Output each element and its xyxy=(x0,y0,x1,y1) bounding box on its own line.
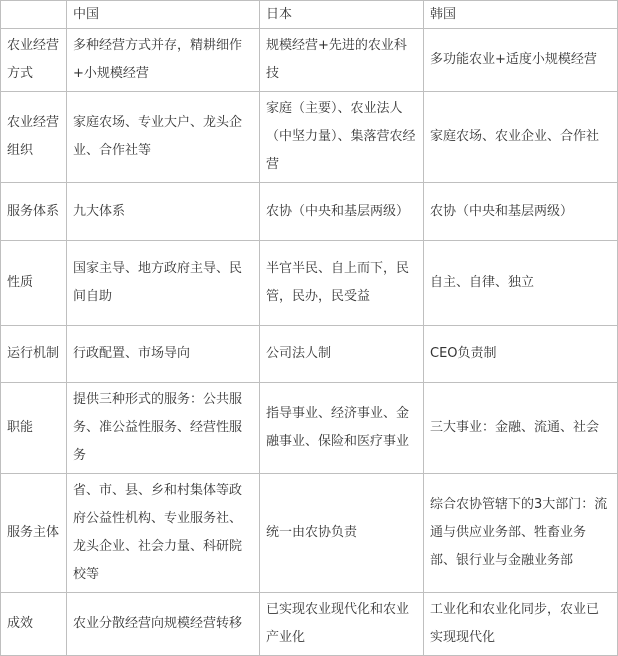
row-label: 农业经营方式 xyxy=(1,29,67,92)
cell-korea: CEO负责制 xyxy=(424,326,618,383)
cell-china: 行政配置、市场导向 xyxy=(67,326,260,383)
table-row xyxy=(1,92,618,183)
table-row xyxy=(1,593,618,656)
cell-japan: 已实现农业现代化和农业产业化 xyxy=(260,593,424,656)
row-label: 农业经营组织 xyxy=(1,92,67,183)
cell-china: 省、市、县、乡和村集体等政府公益性机构、专业服务社、龙头企业、社会力量、科研院校等 xyxy=(67,474,260,593)
header-row xyxy=(1,1,618,29)
row-label: 成效 xyxy=(1,593,67,656)
table-row xyxy=(1,183,618,241)
cell-china: 农业分散经营向规模经营转移 xyxy=(67,593,260,656)
table-row xyxy=(1,474,618,593)
cell-china: 家庭农场、专业大户、龙头企业、合作社等 xyxy=(67,92,260,183)
header-cell-korea: 韩国 xyxy=(424,1,618,29)
table-row xyxy=(1,326,618,383)
table-row xyxy=(1,29,618,92)
header-cell-japan: 日本 xyxy=(260,1,424,29)
row-label: 运行机制 xyxy=(1,326,67,383)
cell-china: 九大体系 xyxy=(67,183,260,241)
cell-korea: 家庭农场、农业企业、合作社 xyxy=(424,92,618,183)
cell-korea: 三大事业：金融、流通、社会 xyxy=(424,383,618,474)
cell-korea: 自主、自律、独立 xyxy=(424,241,618,326)
row-label: 服务体系 xyxy=(1,183,67,241)
cell-japan: 规模经营+先进的农业科技 xyxy=(260,29,424,92)
cell-japan: 家庭（主要）、农业法人（中坚力量）、集落营农经营 xyxy=(260,92,424,183)
row-label: 性质 xyxy=(1,241,67,326)
table-row xyxy=(1,241,618,326)
header-cell-china: 中国 xyxy=(67,1,260,29)
cell-japan: 统一由农协负责 xyxy=(260,474,424,593)
cell-japan: 农协（中央和基层两级） xyxy=(260,183,424,241)
row-label: 服务主体 xyxy=(1,474,67,593)
cell-china: 国家主导、地方政府主导、民间自助 xyxy=(67,241,260,326)
cell-korea: 农协（中央和基层两级） xyxy=(424,183,618,241)
cell-japan: 半官半民、自上而下，民管，民办，民受益 xyxy=(260,241,424,326)
header-cell-corner xyxy=(1,1,67,29)
cell-china: 多种经营方式并存，精耕细作+小规模经营 xyxy=(67,29,260,92)
cell-china: 提供三种形式的服务：公共服务、准公益性服务、经营性服务 xyxy=(67,383,260,474)
cell-korea: 多功能农业+适度小规模经营 xyxy=(424,29,618,92)
cell-japan: 公司法人制 xyxy=(260,326,424,383)
cell-korea: 综合农协管辖下的3大部门：流通与供应业务部、牲畜业务部、银行业与金融业务部 xyxy=(424,474,618,593)
cell-korea: 工业化和农业化同步，农业已实现现代化 xyxy=(424,593,618,656)
cell-japan: 指导事业、经济事业、金融事业、保险和医疗事业 xyxy=(260,383,424,474)
table-row xyxy=(1,383,618,474)
row-label: 职能 xyxy=(1,383,67,474)
